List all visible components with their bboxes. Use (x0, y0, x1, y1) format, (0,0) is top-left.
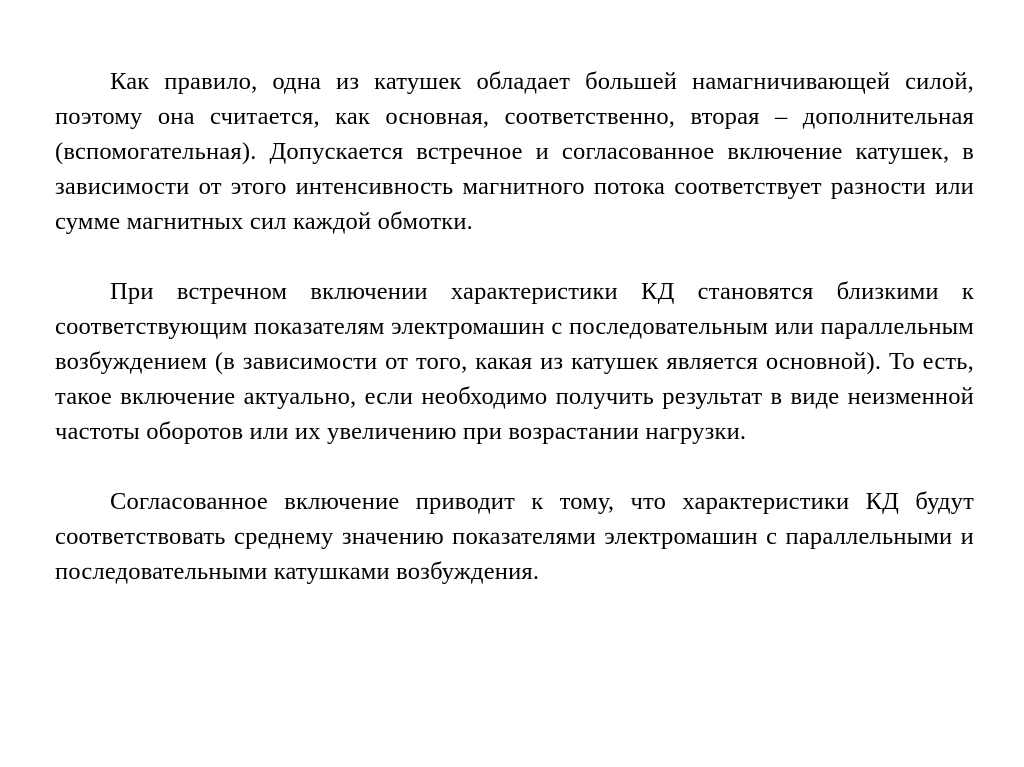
paragraph-3: Согласованное включение приводит к тому, что характеристики КД будут соответствовать среднему значению показателями электромашин с параллельными и последовательными катушками возбуждения. (55, 488, 974, 585)
paragraph-2: При встречном включении характеристики КД становятся близкими к соответствующим показателям электромашин с последовательным или параллельным возбуждением (в зависимости от того, какая из катушек является основной). То есть, такое включение актуально, если необходимо получить результат в виде неизменной частоты оборотов или их увеличению при возрастании нагрузки. (55, 278, 974, 445)
paragraph-1: Как правило, одна из катушек обладает большей намагничивающей силой, поэтому она считается, как основная, соответственно, вторая – дополнительная (вспомогательная). Допускается встречное и согласованное включение катушек, в зависимости от этого интенсивность магнитного потока соответствует разности или сумме магнитных сил каждой обмотки. (55, 68, 974, 235)
text-block (55, 64, 974, 589)
